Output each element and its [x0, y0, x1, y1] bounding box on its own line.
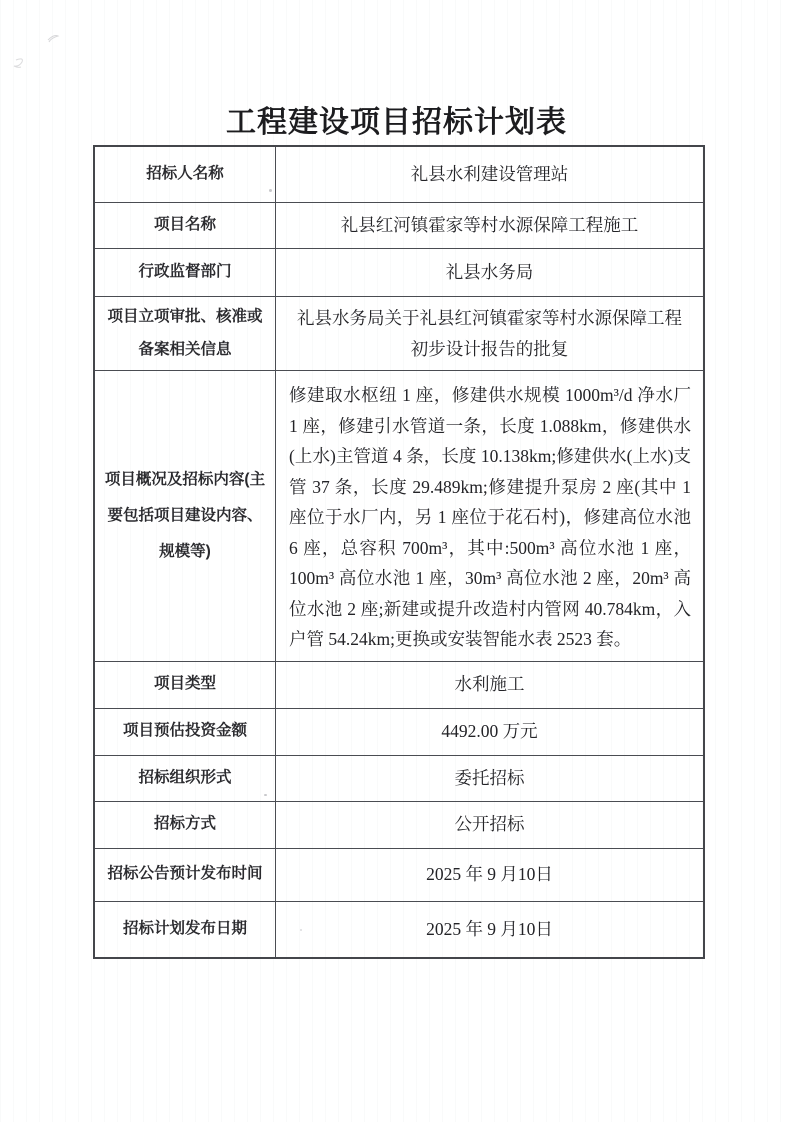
row-label: 招标公告预计发布时间 [95, 849, 276, 901]
table-row-bidder-name [95, 147, 703, 203]
table-row-project-overview [95, 371, 703, 662]
bidding-plan-table [93, 145, 705, 959]
row-label: 招标计划发布日期 [95, 902, 276, 957]
table-row-plan-release-date [95, 902, 703, 957]
table-row-announcement-date [95, 849, 703, 902]
table-row-supervision-dept [95, 249, 703, 297]
row-label: 项目立项审批、核准或备案相关信息 [95, 297, 276, 370]
table-row-estimated-investment [95, 709, 703, 756]
row-value: 2025 年 9 月10日 [426, 864, 553, 885]
row-value: 礼县水务局关于礼县红河镇霍家等村水源保障工程初步设计报告的批复 [297, 307, 682, 359]
row-label: 项目名称 [95, 203, 276, 248]
row-label: 项目概况及招标内容(主要包括项目建设内容、规模等) [95, 371, 276, 661]
scan-artifacts [0, 0, 90, 95]
row-value: 礼县水利建设管理站 [410, 164, 569, 185]
row-label: 招标方式 [95, 802, 276, 848]
row-value: 2025 年 9 月10日 [426, 918, 553, 939]
row-value: 修建取水枢纽 1 座，修建供水规模 1000m³/d 净水厂 1 座，修建引水管道一条，长度 1.088km，修建供水(上水)主管道 4 条，长度 10.138km;修建供水(上水)支管 37 条，长度 29.489km;修建提升泵房 2 座(其中 1 座位于水厂内，另 1 座位于花石村)，修建高位水池 6 座，总容积 700m³，其中:500m³ 高位水池 1 座，100m³ 高位水池 1 座，30m³ 高位水池 2 座，20m³ 高位水池 2 座;新建或提升改造村内管网 40.784km，入户管 54.24km;更换或安装智能水表 2523 套。 [289, 385, 691, 650]
row-label: 项目预估投资金额 [95, 709, 276, 755]
row-label: 招标组织形式 [95, 756, 276, 801]
table-row-bidding-method [95, 802, 703, 849]
table-row-approval-info [95, 297, 703, 371]
row-label: 行政监督部门 [95, 249, 276, 296]
pencil-smudge-marks [0, 0, 90, 90]
row-value: 礼县水务局 [445, 262, 534, 283]
table-row-project-name [95, 203, 703, 249]
page-title: 工程建设项目招标计划表 [226, 106, 567, 139]
row-value: 委托招标 [454, 767, 525, 788]
row-label: 招标人名称 [95, 147, 276, 202]
table-row-project-type [95, 662, 703, 709]
row-value: 4492.00 万元 [441, 721, 538, 742]
row-value: 水利施工 [454, 674, 525, 695]
row-value: 公开招标 [454, 814, 525, 835]
table-row-organization-form [95, 756, 703, 802]
row-label: 项目类型 [95, 662, 276, 708]
row-value: 礼县红河镇霍家等村水源保障工程施工 [340, 215, 639, 236]
